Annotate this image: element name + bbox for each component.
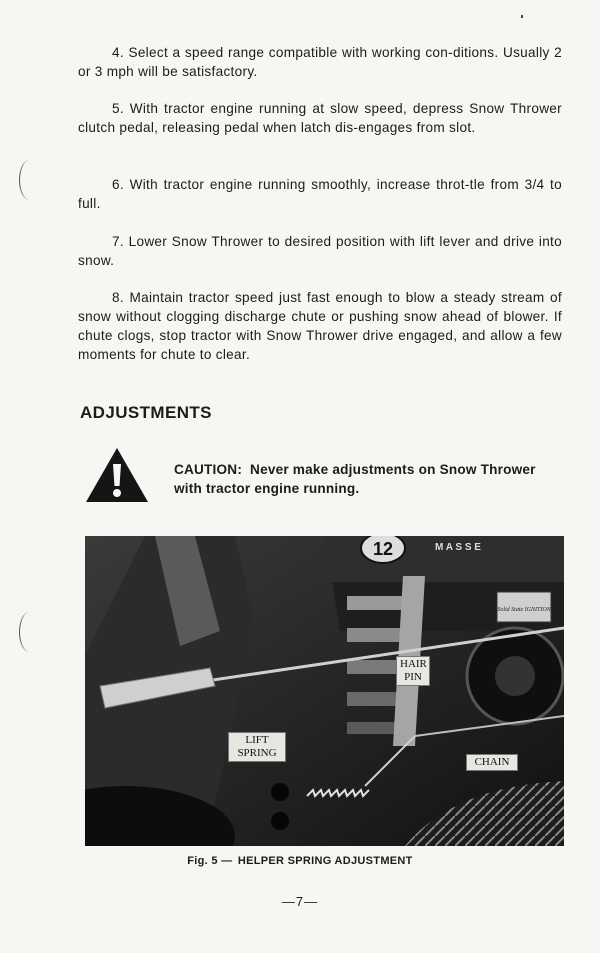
- step-6: [78, 175, 562, 213]
- brand-lettering: M A S S E: [435, 542, 481, 553]
- caution-message: [174, 460, 564, 498]
- print-speck: [521, 15, 523, 18]
- chain-callout: CHAIN: [466, 754, 518, 771]
- page-number: —7—: [281, 894, 319, 909]
- helper-spring-photo: [85, 536, 564, 846]
- step-6-text: 6. With tractor engine running smoothly, increase throt-tle from 3/4 to full.: [78, 177, 562, 211]
- step-4: [78, 43, 562, 81]
- step-8-text: 8. Maintain tractor speed just fast enough to blow a steady stream of snow without clogging discharge chute or pushing snow ahead of blower. If chute clogs, stop tractor with Snow Thrower drive engaged, and allow a few moments for chute to clear.: [78, 290, 562, 362]
- ignition-plate-text: Solid State IGNITION: [497, 607, 551, 613]
- figure-title: HELPER SPRING ADJUSTMENT: [237, 855, 413, 867]
- caution-label: CAUTION:: [174, 462, 243, 477]
- caution-body: Never make adjustments on Snow Thrower with tractor engine running.: [174, 462, 536, 496]
- lift-spring-callout: LIFT SPRING: [228, 732, 286, 762]
- badge-number: 12: [372, 539, 394, 559]
- step-5: [78, 99, 562, 137]
- punch-hole-mark: [19, 160, 40, 200]
- step-7-text: 7. Lower Snow Thrower to desired position with lift lever and drive into snow.: [78, 234, 562, 268]
- step-7: [78, 232, 562, 270]
- step-4-text: 4. Select a speed range compatible with working con-ditions. Usually 2 or 3 mph will be satisfactory.: [78, 45, 562, 79]
- punch-hole-mark: [19, 612, 40, 652]
- figure-caption: [0, 855, 600, 867]
- hair-pin-callout: HAIR PIN: [396, 656, 430, 686]
- figure-label: Fig. 5 —: [187, 855, 233, 867]
- caution-box: [84, 446, 564, 506]
- section-heading: ADJUSTMENTS: [80, 403, 212, 422]
- step-5-text: 5. With tractor engine running at slow speed, depress Snow Thrower clutch pedal, releasing pedal when latch dis-engages from slot.: [78, 101, 562, 135]
- tractor-photo-illustration: [85, 536, 564, 846]
- step-8: [78, 288, 562, 364]
- warning-triangle-icon: [84, 446, 150, 504]
